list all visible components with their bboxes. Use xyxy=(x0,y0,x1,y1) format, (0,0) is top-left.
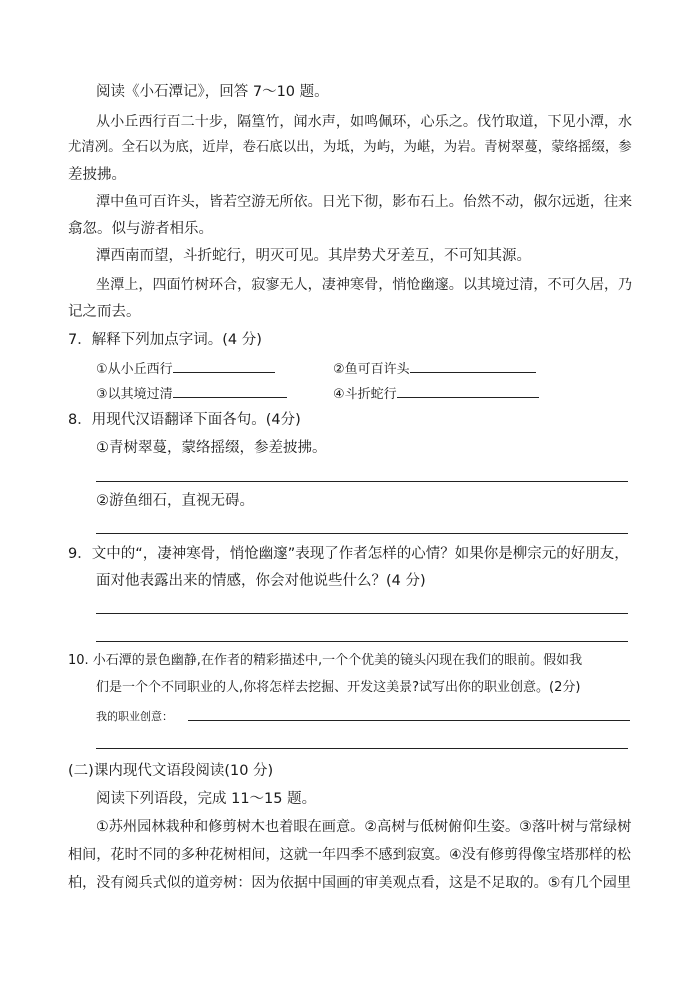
reading-intro: 阅读下列语段，完成 11～15 题。 xyxy=(96,791,317,807)
q10-answer-label: 我的职业创意： xyxy=(96,710,173,723)
answer-line[interactable] xyxy=(96,533,628,534)
q9-line-1: 9．文中的“，凄神寒骨，悄怆幽邃”表现了作者怎样的心情？如果你是柳宗元的好朋友， xyxy=(68,546,629,562)
q7-item-2 xyxy=(333,358,536,380)
q7-item-label: ①从小丘西行 xyxy=(96,362,173,377)
q10-line-2: 们是一个个不同职业的人,你将怎样去挖掘、开发这美景?试写出你的职业创意。(2分) xyxy=(96,680,581,695)
q7-item-1 xyxy=(96,358,275,380)
q8-title: 8．用现代汉语翻译下面各句。(4分) xyxy=(68,412,301,428)
answer-line[interactable] xyxy=(96,481,628,482)
passage-line: 记之而去。 xyxy=(68,304,141,320)
q7-item-4 xyxy=(333,383,539,405)
passage-line: 潭西南而望，斗折蛇行，明灭可见。其岸势犬牙差互，不可知其源。 xyxy=(96,248,531,264)
passage-line: 翕忽。似与游者相乐。 xyxy=(68,221,213,237)
passage-line: 坐潭上，四面竹树环合，寂寥无人，凄神寒骨，悄怆幽邃。以其境过清，不可久居，乃 xyxy=(96,277,633,293)
q9-line-2: 面对他表露出来的情感，你会对他说些什么？(4 分) xyxy=(96,573,426,589)
passage-line: 从小丘西行百二十步，隔篁竹，闻水声，如鸣佩环，心乐之。伐竹取道，下见小潭，水 xyxy=(96,114,633,130)
answer-blank[interactable] xyxy=(410,358,536,373)
passage-line: 柏，没有阅兵式似的道旁树：因为依据中国画的审美观点看，这是不足取的。⑤有几个园里 xyxy=(68,875,631,891)
q7-title: 7．解释下列加点字词。(4 分) xyxy=(68,332,262,348)
q10-line-1: 10. 小石潭的景色幽静,在作者的精彩描述中,一个个优美的镜头闪现在我们的眼前。假如我 xyxy=(68,653,583,668)
q7-item-3 xyxy=(96,383,287,405)
passage-line: 差披拂。 xyxy=(68,167,126,183)
passage-line: ①苏州园林栽种和修剪树木也着眼在画意。②高树与低树俯仰生姿。③落叶树与常绿树 xyxy=(96,819,632,835)
passage-line: 潭中鱼可百许头，皆若空游无所依。日光下彻，影布石上。佁然不动，俶尔远逝，往来 xyxy=(96,194,633,210)
answer-blank[interactable] xyxy=(173,383,287,398)
answer-blank[interactable] xyxy=(173,358,275,373)
q8-item-1: ①青树翠蔓，蒙络摇缀，参差披拂。 xyxy=(96,440,327,456)
passage-line: 尤清冽。全石以为底，近岸，卷石底以出，为坻，为屿，为嵁，为岩。青树翠蔓，蒙络摇缀，参 xyxy=(68,140,632,155)
section-heading: (二)课内现代文语段阅读(10 分) xyxy=(68,763,274,779)
reading-intro: 阅读《小石潭记》，回答 7～10 题。 xyxy=(96,84,329,100)
answer-line[interactable] xyxy=(188,720,630,721)
answer-blank[interactable] xyxy=(397,383,539,398)
answer-line[interactable] xyxy=(96,748,628,749)
q7-item-label: ④斗折蛇行 xyxy=(333,387,397,402)
answer-line[interactable] xyxy=(96,641,628,642)
q7-item-label: ②鱼可百许头 xyxy=(333,362,410,377)
answer-line[interactable] xyxy=(96,613,628,614)
q8-item-2: ②游鱼细石，直视无碍。 xyxy=(96,493,254,509)
q7-item-label: ③以其境过清 xyxy=(96,387,173,402)
passage-line: 相间，花时不同的多种花树相间，这就一年四季不感到寂寞。④没有修剪得像宝塔那样的松 xyxy=(68,847,631,863)
